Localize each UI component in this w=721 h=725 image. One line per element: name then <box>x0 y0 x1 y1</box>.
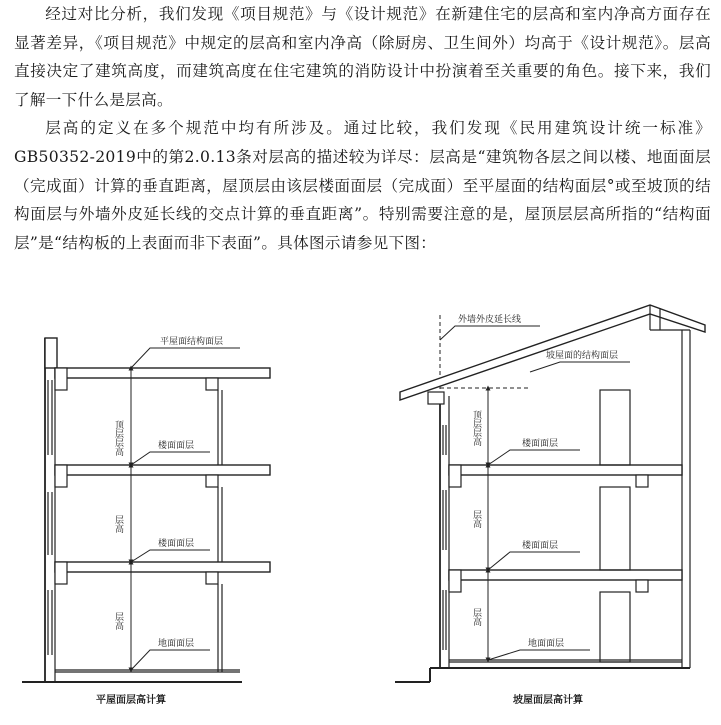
caption-sloped-roof: 坡屋面层高计算 <box>513 695 583 706</box>
caption-flat-roof: 平屋面层高计算 <box>96 695 166 706</box>
dim-top-left: 顶层层高 <box>113 420 123 456</box>
dim-bottom-left: 层高 <box>113 612 123 630</box>
label-floor-upper-right: 楼面面层 <box>522 439 559 449</box>
paragraph-2: 层高的定义在多个规范中均有所涉及。通过比较，我们发现《民用建筑设计统一标准》GB50352-2019中的第2.0.13条对层高的描述较为详尽：层高是“建筑物各层之间以楼、地面面层（完成面）计算的垂直距离，屋顶层由该层楼面面层（完成面）至平屋面的结构面层°或至坡顶的结构面层与外墙外皮延长线的交点计算的垂直距离”。特别需要注意的是，屋顶层层高所指的“结构面层”是“结构板的上表面而非下表面”。具体图示请参见下图： <box>14 119 711 252</box>
label-floor-lower-right: 楼面面层 <box>522 541 559 551</box>
label-ground-right: 地面面层 <box>528 639 565 649</box>
label-floor-lower-left: 楼面面层 <box>158 539 195 549</box>
label-slope-structure: 坡屋面的结构面层 <box>546 351 619 361</box>
sloped-roof-section <box>395 305 705 682</box>
dim-bottom-right: 层高 <box>471 608 481 626</box>
label-floor-upper-left: 楼面面层 <box>158 441 195 451</box>
label-flat-roof-structure: 平屋面结构面层 <box>160 337 224 347</box>
dim-mid-right: 层高 <box>471 510 481 528</box>
section-diagrams <box>0 300 721 721</box>
dim-top-right: 顶层层高 <box>471 410 481 446</box>
label-wall-extension: 外墙外皮延长线 <box>458 315 522 325</box>
section-diagrams-svg <box>0 300 721 721</box>
article-text <box>14 0 711 257</box>
label-ground-left: 地面面层 <box>158 639 195 649</box>
dim-mid-left: 层高 <box>113 515 123 533</box>
flat-roof-section <box>22 338 270 682</box>
paragraph-1: 经过对比分析，我们发现《项目规范》与《设计规范》在新建住宅的层高和室内净高方面存在显著差异，《项目规范》中规定的层高和室内净高（除厨房、卫生间外）均高于《设计规范》。层高直接决定了建筑高度，而建筑高度在住宅建筑的消防设计中扮演着至关重要的角色。接下来，我们了解一下什么是层高。 <box>14 5 711 109</box>
